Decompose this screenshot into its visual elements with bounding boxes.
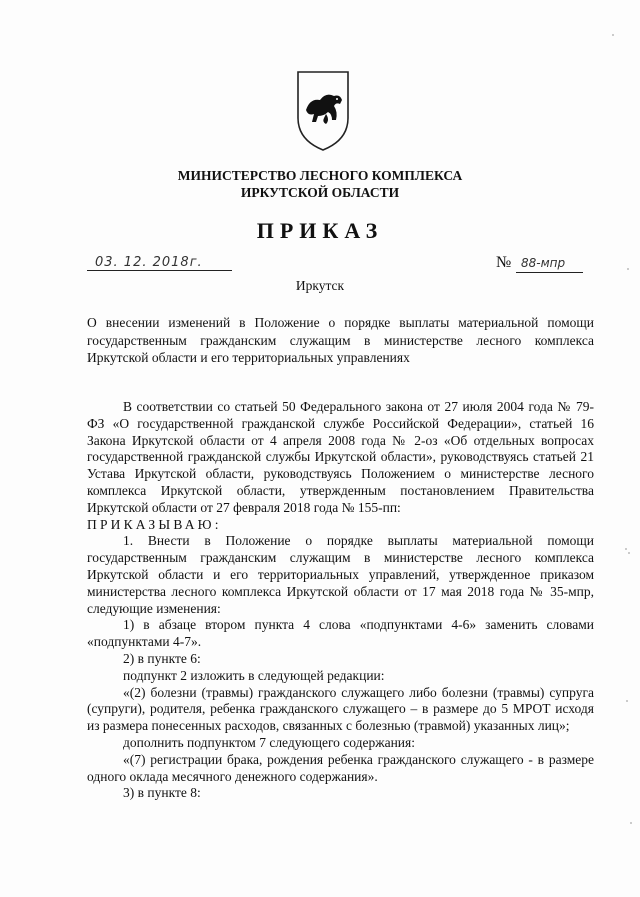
coat-of-arms-emblem	[296, 70, 350, 152]
order-word: ПРИКАЗЫВАЮ:	[87, 516, 222, 532]
date-underline	[87, 270, 232, 271]
handwritten-date: 03. 12. 2018г.	[95, 255, 203, 270]
document-subject: О внесении изменений в Положение о порядке выплаты материальной помощи государственным гражданским служащим в министерстве лесного комплекса Иркутской области и его территориальных управлениях	[87, 315, 594, 365]
item-1-3-paragraph: 3) в пункте 8:	[123, 785, 201, 801]
item-1-2-paragraph: 2) в пункте 6:	[123, 650, 201, 666]
item-1-1-paragraph: 1) в абзаце втором пункта 4 слова «подпунктами 4-6» заменить словами «подпунктами 4-7».	[87, 617, 594, 650]
ministry-name-line1: МИНИСТЕРСТВО ЛЕСНОГО КОМПЛЕКСА	[177, 168, 463, 183]
number-underline	[516, 272, 583, 273]
item-1-paragraph: 1. Внести в Положение о порядке выплаты материальной помощи государственным гражданским служащим в министерстве лесного комплекса Иркутской области и его территориальных управлений, утвержденное приказом министерства лесного комплекса Иркутской области от 17 мая 2018 года № 35-мпр, следующие изменения:	[87, 533, 594, 616]
preamble-paragraph: В соответствии со статьей 50 Федерального закона от 27 июля 2004 года № 79-ФЗ «О государственной гражданской службе Российской Федерации», статьей 16 Закона Иркутской области от 4 апреля 2008 года № 2-оз «Об отдельных вопросах государственной гражданской службы Иркутской области», руководствуясь статьей 21 Устава Иркутской области, руководствуясь Положением о министерстве лесного комплекса Иркутской области, утвержденным постановлением Правительства Иркутской области от 27 февраля 2018 года № 155-пп:	[87, 399, 594, 515]
item-1-2c-paragraph: дополнить подпунктом 7 следующего содержания:	[123, 734, 415, 750]
document-title: ПРИКАЗ	[256, 218, 384, 243]
handwritten-number: 88-мпр	[521, 256, 566, 270]
item-1-2d-paragraph: «(7) регистрации брака, рождения ребенка гражданского служащего - в размере одного оклада месячного денежного содержания».	[87, 751, 594, 784]
number-sign: №	[496, 254, 512, 271]
item-1-2a-paragraph: подпункт 2 изложить в следующей редакции:	[123, 667, 385, 683]
item-1-2b-paragraph: «(2) болезни (травмы) гражданского служащего либо болезни (травмы) супруга (супруги), родителя, ребенка гражданского служащего – в размере до 5 МРОТ исходя из размера понесенных расходов, связанных с болезнью (травмой) указанных лиц»;	[87, 684, 594, 734]
city-name: Иркутск	[295, 278, 345, 293]
ministry-name-line2: ИРКУТСКОЙ ОБЛАСТИ	[240, 185, 400, 200]
document-body	[87, 399, 594, 802]
